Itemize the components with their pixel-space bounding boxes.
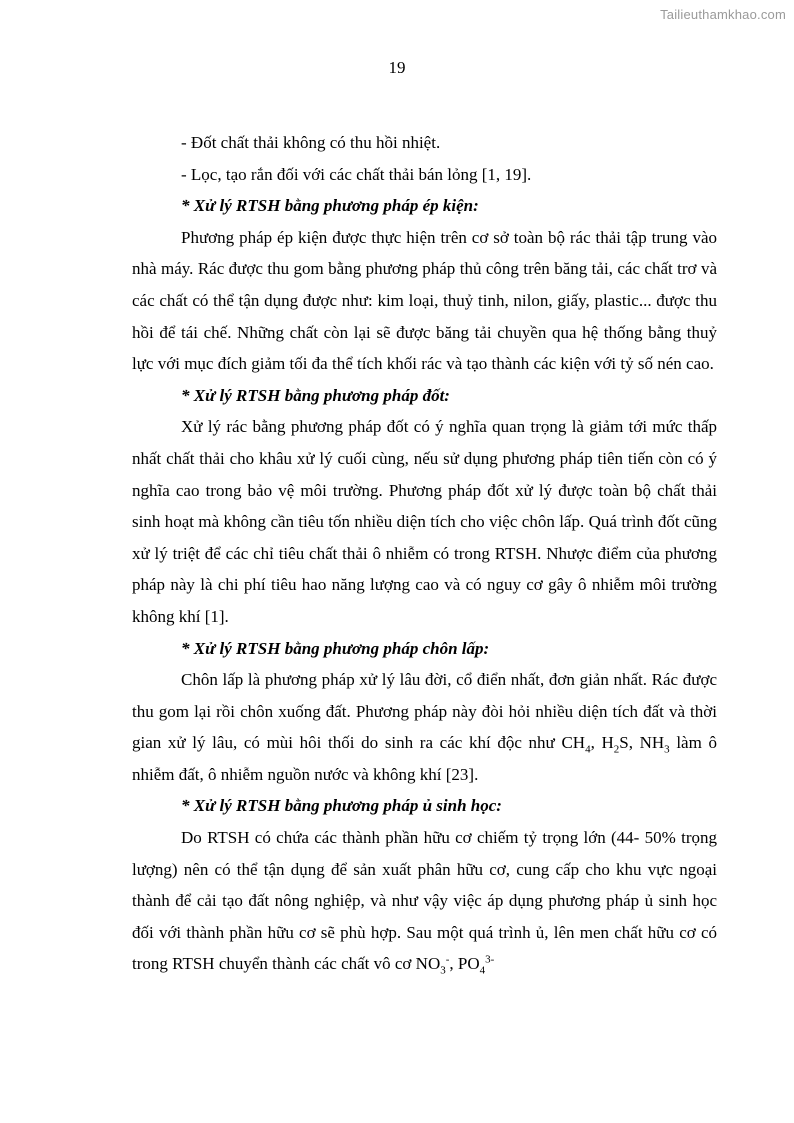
section-heading-ep-kien: * Xử lý RTSH bằng phương pháp ép kiện: xyxy=(181,196,479,216)
section-heading-u-sinh-hoc: * Xử lý RTSH bằng phương pháp ủ sinh học: xyxy=(181,796,502,816)
formula-subscript: 3 xyxy=(440,964,446,977)
watermark: Tailieuthamkhao.com xyxy=(660,7,786,22)
document-body xyxy=(132,127,717,980)
formula-subscript: 3 xyxy=(664,743,670,756)
bullet-line: - Đốt chất thải không có thu hồi nhiệt. xyxy=(181,133,441,152)
section-heading-dot: * Xử lý RTSH bằng phương pháp đốt: xyxy=(181,385,450,405)
bullet-line: - Lọc, tạo rắn đối với các chất thải bán lỏng [1, 19]. xyxy=(181,164,532,184)
paragraph-chon-lap xyxy=(132,664,717,790)
paragraph-text: Chôn lấp là phương pháp xử lý lâu đời, cổ điển nhất, đơn giản nhất. Rác được thu gom lại rồi chôn xuống đất. Phương pháp này đòi hỏi nhiều diện tích đất và thời gian xử lý lâu, có mùi hôi thối do sinh ra các khí độc như xyxy=(132,670,717,753)
paragraph-ep-kien: Phương pháp ép kiện được thực hiện trên cơ sở toàn bộ rác thải tập trung vào nhà máy. Rác được thu gom bằng phương pháp thủ công trên băng tải, các chất trơ và các chất có thể tận dụng được như: kim loại, thuỷ tinh, nilon, giấy, plastic... được thu hồi để tái chế. Những chất còn lại sẽ được băng tải chuyền qua hệ thống bằng thuỷ lực với mục đích giảm tối đa thể tích khối rác và tạo thành các kiện với tỷ số nén cao. xyxy=(132,227,717,374)
formula-text: CH xyxy=(561,733,586,753)
section-heading-chon-lap: * Xử lý RTSH bằng phương pháp chôn lấp: xyxy=(181,638,490,658)
paragraph-dot: Xử lý rác bằng phương pháp đốt có ý nghĩa quan trọng là giảm tới mức thấp nhất chất thải cho khâu xử lý cuối cùng, nếu sử dụng phương pháp tiên tiến còn có ý nghĩa cao trong bảo vệ môi trường. Phương pháp đốt xử lý được toàn bộ chất thải sinh hoạt mà không cần tiêu tốn nhiều diện tích cho việc chôn lấp. Quá trình đốt cũng xử lý triệt để các chỉ tiêu chất thải ô nhiễm có trong RTSH. Nhược điểm của phương pháp này là chi phí tiêu hao năng lượng cao và có nguy cơ gây ô nhiễm môi trường không khí [1]. xyxy=(132,417,717,626)
formula-subscript: 2 xyxy=(613,743,620,756)
page-number: 19 xyxy=(388,58,406,77)
formula-text: , PO xyxy=(449,954,480,974)
paragraph-u-sinh-hoc xyxy=(132,822,717,980)
formula-text: S, NH xyxy=(619,733,665,753)
formula-superscript: 3- xyxy=(485,953,495,966)
paragraph-text: làm ô nhiễm đất, ô nhiễm nguồn nước và không khí [23]. xyxy=(132,733,717,784)
paragraph-text: Do RTSH có chứa các thành phần hữu cơ chiếm tỷ trọng lớn (44- 50% trọng lượng) nên có thể tận dụng để sản xuất phân hữu cơ, cung cấp cho khu vực ngoại thành để cải tạo đất nông nghiệp, và như vậy việc áp dụng phương pháp ủ sinh học đối với thành phần hữu cơ sẽ phù hợp. Sau một quá trình ủ, lên men chất hữu cơ có trong RTSH chuyển thành các chất vô cơ NO xyxy=(132,828,717,974)
formula-superscript: - xyxy=(445,953,450,966)
formula-subscript: 4 xyxy=(479,964,486,977)
formula-subscript: 4 xyxy=(585,743,591,756)
formula-text: , H xyxy=(590,733,614,753)
